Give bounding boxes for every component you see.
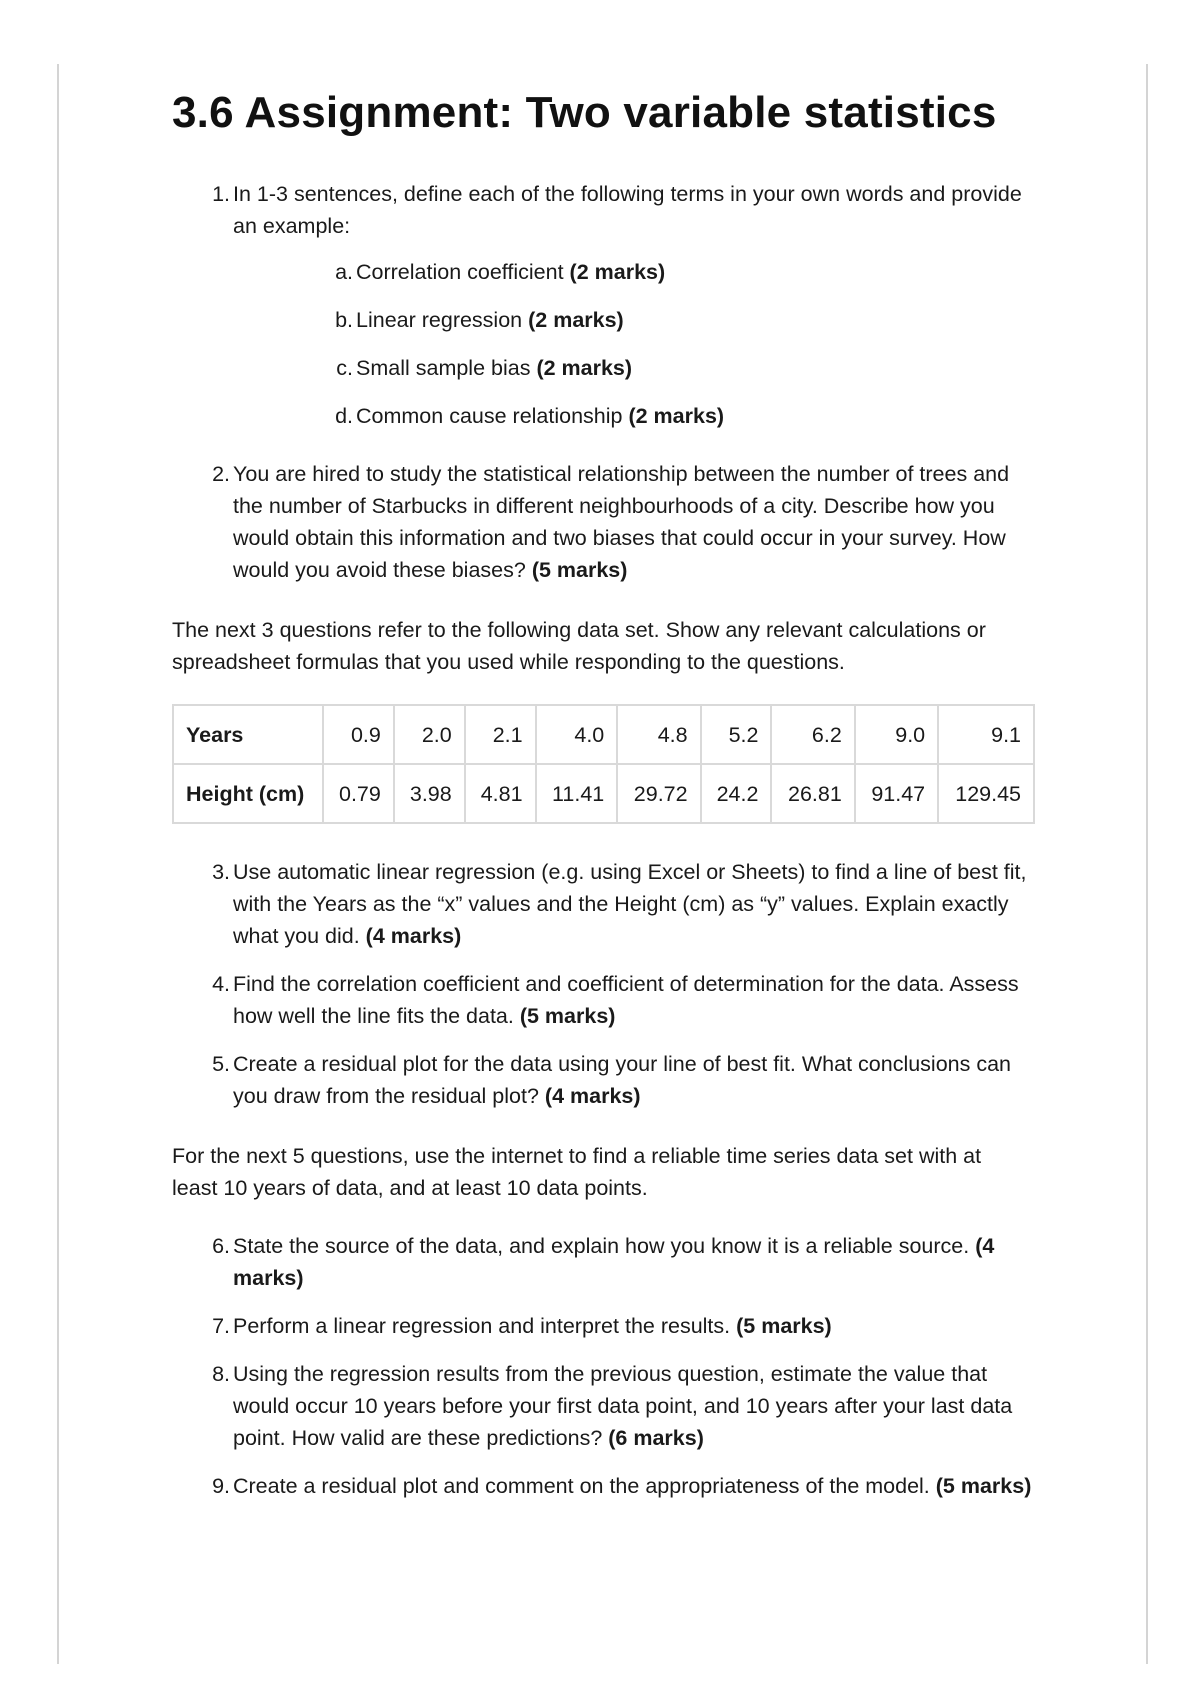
- table-cell: 4.81: [465, 764, 536, 823]
- right-margin-rule: [1146, 64, 1148, 1664]
- marks: (4 marks): [233, 1234, 995, 1290]
- table-cell: 0.79: [323, 764, 394, 823]
- marks: (2 marks): [569, 260, 666, 284]
- table-cell: 4.0: [536, 705, 618, 764]
- question-4: 4. Find the correlation coefficient and coefficient of determination for the data. Assess how well the line fits the data. (5 marks): [212, 972, 1019, 1028]
- marks: (4 marks): [544, 1084, 641, 1108]
- question-7: 7. Perform a linear regression and interpret the results. (5 marks): [212, 1314, 832, 1338]
- question-list-2: [172, 856, 1032, 1112]
- intro-paragraph-2: For the next 5 questions, use the internet to find a reliable time series data set with at least 10 years of data, and at least 10 data points.: [172, 1144, 982, 1200]
- sub-item-a: a. Correlation coefficient (2 marks): [335, 260, 666, 284]
- marks: (5 marks): [519, 1004, 616, 1028]
- table-cell: 3.98: [394, 764, 465, 823]
- table-row-years: [173, 705, 1034, 764]
- document-body: [172, 88, 1032, 1518]
- table-cell: 9.1: [938, 705, 1034, 764]
- question-1-subitems: [233, 256, 1032, 432]
- intro-paragraph-1: The next 3 questions refer to the following data set. Show any relevant calculations or spreadsheet formulas that you used while responding to the questions.: [172, 618, 986, 674]
- question-8: 8. Using the regression results from the previous question, estimate the value that would occur 10 years before your first data point, and 10 years after your last data point. How valid are these predictions? (6 marks): [212, 1362, 1013, 1450]
- table-cell: 4.8: [617, 705, 700, 764]
- table-cell: 2.0: [394, 705, 465, 764]
- table-row-height: [173, 764, 1034, 823]
- marks: (6 marks): [608, 1426, 704, 1450]
- sub-item-b: b. Linear regression (2 marks): [335, 308, 624, 332]
- table-cell: 11.41: [536, 764, 618, 823]
- table-cell: 6.2: [771, 705, 854, 764]
- question-6: 6. State the source of the data, and explain how you know it is a reliable source. (4 marks): [212, 1234, 995, 1290]
- marks: (4 marks): [365, 924, 462, 948]
- left-margin-rule: [57, 64, 59, 1664]
- marks: (2 marks): [628, 404, 725, 428]
- table-cell: 26.81: [771, 764, 854, 823]
- question-list-3: [172, 1230, 1032, 1502]
- data-table: [172, 704, 1035, 824]
- question-2: 2. You are hired to study the statistical relationship between the number of trees and the number of Starbucks in different neighbourhoods of a city. Describe how you would obtain this information and two biases that could occur in your survey. How would you avoid these biases? (5 marks): [212, 462, 1010, 582]
- table-cell: 129.45: [938, 764, 1034, 823]
- marks: (2 marks): [536, 356, 633, 380]
- question-list-1: [172, 178, 1032, 586]
- marks: (2 marks): [528, 308, 624, 332]
- row-header: Years: [173, 705, 323, 764]
- marks: (5 marks): [531, 558, 628, 582]
- table-cell: 2.1: [465, 705, 536, 764]
- marks: (5 marks): [935, 1474, 1032, 1498]
- table-cell: 9.0: [855, 705, 938, 764]
- table-cell: 5.2: [701, 705, 772, 764]
- question-5: 5. Create a residual plot for the data using your line of best fit. What conclusions can you draw from the residual plot? (4 marks): [212, 1052, 1012, 1108]
- page-title: 3.6 Assignment: Two variable statistics: [172, 88, 997, 137]
- sub-item-d: d. Common cause relationship (2 marks): [335, 404, 725, 428]
- table-cell: 0.9: [323, 705, 394, 764]
- row-header: Height (cm): [173, 764, 323, 823]
- question-1: 1. In 1-3 sentences, define each of the following terms in your own words and provide an example: a. Correlation coefficient (2 marks) b. Linear regression (2 marks) c. Small sample bias (2 marks) d. Common cause relationship (2 marks): [172, 178, 1032, 432]
- sub-item-c: c. Small sample bias (2 marks): [336, 356, 633, 380]
- table-cell: 91.47: [855, 764, 938, 823]
- table-cell: 24.2: [701, 764, 772, 823]
- question-9: 9. Create a residual plot and comment on the appropriateness of the model. (5 marks): [212, 1474, 1032, 1498]
- marks: (5 marks): [736, 1314, 832, 1338]
- question-3: 3. Use automatic linear regression (e.g. using Excel or Sheets) to find a line of best fit, with the Years as the “x” values and the Height (cm) as “y” values. Explain exactly what you did. (4 marks): [212, 860, 1027, 948]
- question-1-text: In 1-3 sentences, define each of the following terms in your own words and provide an example:: [233, 182, 1022, 238]
- table-cell: 29.72: [617, 764, 700, 823]
